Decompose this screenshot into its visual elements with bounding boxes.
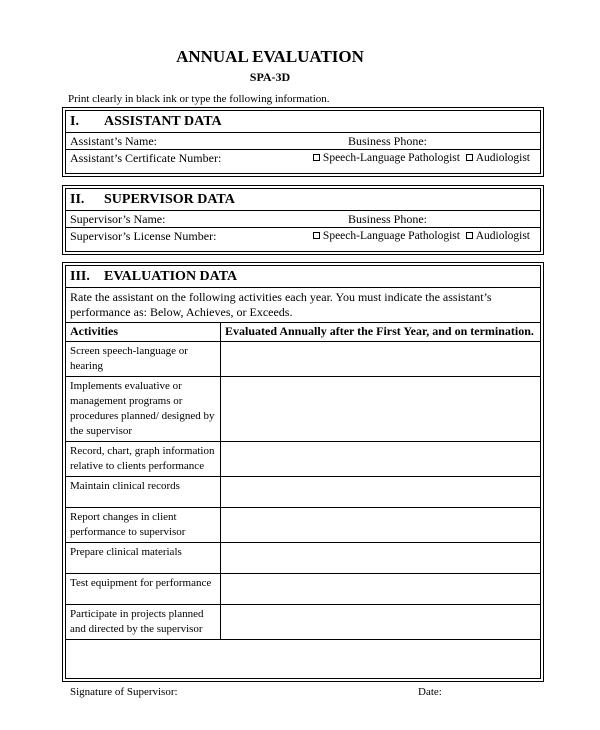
evaluated-column-header: Evaluated Annually after the First Year, and on termination.: [221, 323, 541, 342]
rating-cell[interactable]: [221, 377, 541, 442]
rating-cell[interactable]: [221, 508, 541, 543]
audiologist-checkbox[interactable]: [466, 154, 473, 161]
audiologist-option-label: Audiologist: [475, 230, 530, 242]
table-row: [66, 543, 540, 574]
supervisor-section-heading: [66, 189, 540, 211]
form-code: SPA-3D: [249, 70, 291, 84]
supervisor-profession-options: [313, 228, 530, 244]
supervisor-signature-label: Signature of Supervisor:: [70, 686, 178, 698]
assistant-data-section: [62, 107, 544, 177]
assistant-name-row[interactable]: [66, 133, 540, 149]
rating-cell[interactable]: [221, 477, 541, 508]
assistant-certificate-label: Assistant’s Certificate Number:: [70, 151, 222, 165]
evaluation-instructions: Rate the assistant on the following activities each year. You must indicate the assistant’s performance as: Below, Achieves, or Exceeds.: [66, 288, 540, 323]
section-number: II.: [70, 192, 85, 207]
section-number: I.: [70, 114, 79, 129]
activity-label: Participate in projects planned and directed by the supervisor: [66, 605, 221, 640]
supervisor-license-label: Supervisor’s License Number:: [70, 229, 217, 243]
table-row: [66, 605, 540, 640]
audiologist-checkbox[interactable]: [466, 232, 473, 239]
section-title: EVALUATION DATA: [104, 269, 238, 284]
table-row: [66, 342, 540, 377]
activity-label: Maintain clinical records: [66, 477, 221, 508]
activity-label: Implements evaluative or management programs or procedures planned/ designed by the supervisor: [66, 377, 221, 442]
table-row: [66, 477, 540, 508]
rating-cell[interactable]: [221, 442, 541, 477]
table-row: [66, 508, 540, 543]
slp-checkbox[interactable]: [313, 154, 320, 161]
supervisor-phone-label: Business Phone:: [348, 212, 428, 226]
assistant-section-heading: [66, 111, 540, 133]
form-instruction: Print clearly in black ink or type the following information.: [68, 93, 330, 105]
section-title: ASSISTANT DATA: [104, 114, 222, 129]
activity-label: Test equipment for performance: [66, 574, 221, 605]
supervisor-license-row[interactable]: [66, 227, 540, 243]
section-title: SUPERVISOR DATA: [104, 192, 235, 207]
activities-column-header: Activities: [66, 323, 221, 342]
slp-option-label: Speech-Language Pathologist: [322, 152, 460, 164]
activity-label: Record, chart, graph information relative to clients performance: [66, 442, 221, 477]
rating-cell[interactable]: [221, 543, 541, 574]
supervisor-name-row[interactable]: [66, 211, 540, 227]
form-title: ANNUAL EVALUATION: [176, 47, 364, 66]
rating-cell[interactable]: [221, 605, 541, 640]
assistant-name-label: Assistant’s Name:: [70, 134, 157, 148]
supervisor-name-label: Supervisor’s Name:: [70, 212, 166, 226]
assistant-phone-label: Business Phone:: [348, 134, 428, 148]
activity-label: Prepare clinical materials: [66, 543, 221, 574]
assistant-profession-options: [313, 150, 530, 166]
audiologist-option-label: Audiologist: [475, 152, 530, 164]
slp-option-label: Speech-Language Pathologist: [322, 230, 460, 242]
date-label: Date:: [418, 686, 442, 698]
table-row: [66, 442, 540, 477]
signature-row[interactable]: [66, 640, 540, 706]
section-number: III.: [70, 269, 90, 284]
assistant-certificate-row[interactable]: [66, 149, 540, 165]
activity-label: Screen speech-language or hearing: [66, 342, 221, 377]
rating-cell[interactable]: [221, 342, 541, 377]
rating-cell[interactable]: [221, 574, 541, 605]
table-header-row: [66, 323, 540, 342]
table-row: [66, 377, 540, 442]
evaluation-data-section: [62, 262, 544, 698]
table-row: [66, 574, 540, 605]
evaluation-section-heading: [66, 266, 540, 288]
supervisor-data-section: [62, 185, 544, 255]
activity-label: Report changes in client performance to supervisor: [66, 508, 221, 543]
evaluation-table: [66, 323, 540, 640]
slp-checkbox[interactable]: [313, 232, 320, 239]
